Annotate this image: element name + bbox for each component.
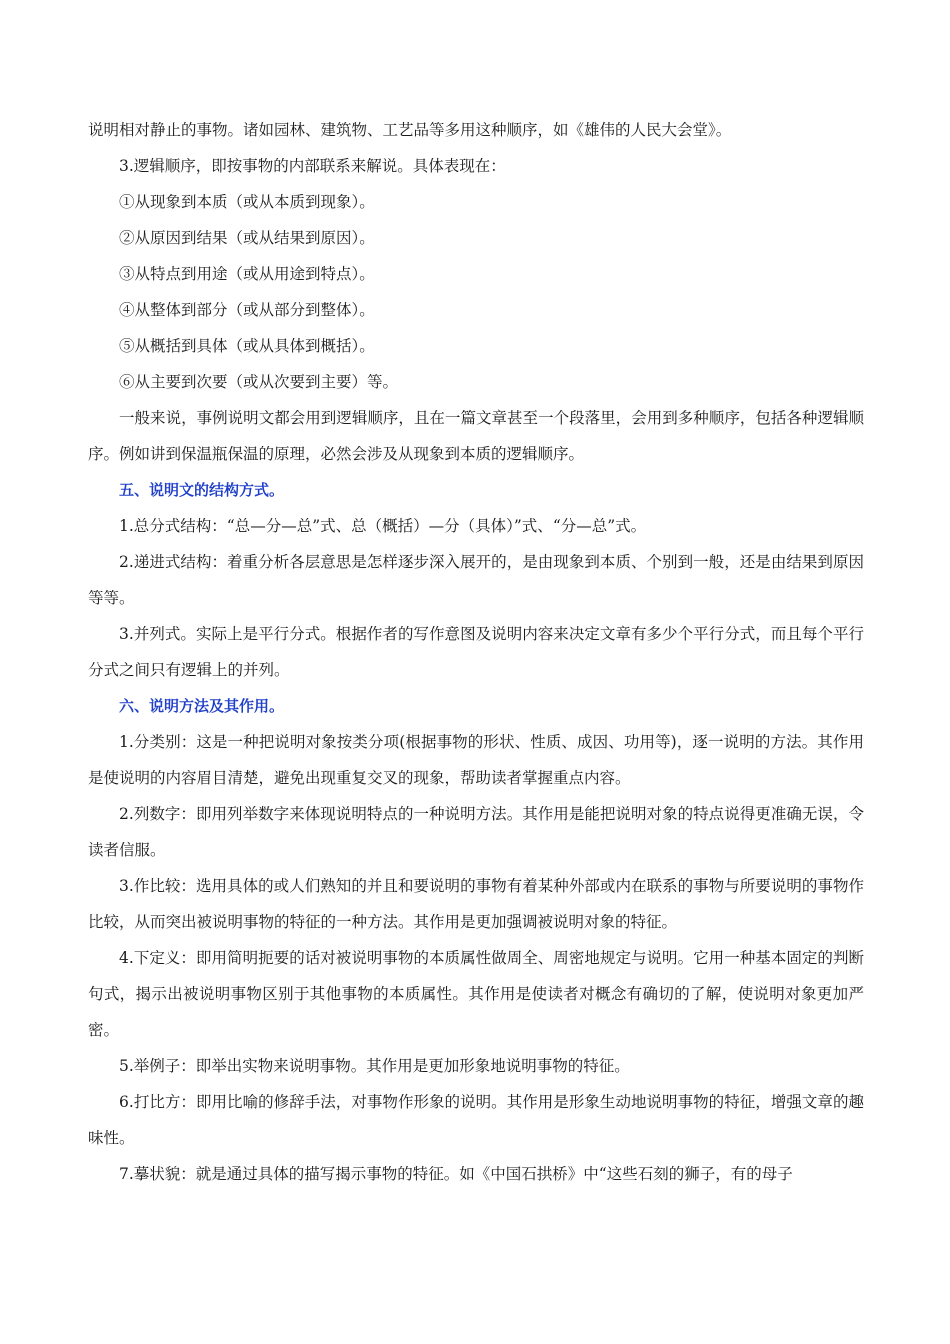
- paragraph: ④从整体到部分（或从部分到整体）。: [119, 301, 375, 319]
- document-body: [88, 112, 864, 1192]
- paragraph: 说明相对静止的事物。诸如园林、建筑物、工艺品等多用这种顺序，如《雄伟的人民大会堂》。: [88, 121, 732, 139]
- paragraph: 2.列数字：即用列举数字来体现说明特点的一种说明方法。其作用是能把说明对象的特点说得更准确无误，令读者信服。: [88, 805, 864, 859]
- paragraph: 3.逻辑顺序，即按事物的内部联系来解说。具体表现在：: [119, 157, 506, 175]
- paragraph: 6.打比方：即用比喻的修辞手法，对事物作形象的说明。其作用是形象生动地说明事物的特征，增强文章的趣味性。: [88, 1093, 864, 1147]
- paragraph: ②从原因到结果（或从结果到原因）。: [119, 229, 375, 247]
- section-heading: 六、说明方法及其作用。: [119, 697, 285, 715]
- paragraph: 一般来说，事例说明文都会用到逻辑顺序，且在一篇文章甚至一个段落里，会用到多种顺序，包括各种逻辑顺序。例如讲到保温瓶保温的原理，必然会涉及从现象到本质的逻辑顺序。: [88, 409, 864, 463]
- section-heading: 五、说明文的结构方式。: [119, 481, 285, 499]
- paragraph: 1.总分式结构：“总—分—总”式、总（概括）—分（具体）”式、“分—总”式。: [119, 517, 647, 535]
- paragraph: ⑤从概括到具体（或从具体到概括）。: [119, 337, 375, 355]
- paragraph: ③从特点到用途（或从用途到特点）。: [119, 265, 375, 283]
- paragraph: 5.举例子：即举出实物来说明事物。其作用是更加形象地说明事物的特征。: [119, 1057, 630, 1075]
- paragraph: ⑥从主要到次要（或从次要到主要）等。: [119, 373, 399, 391]
- paragraph: 3.作比较：选用具体的或人们熟知的并且和要说明的事物有着某种外部或内在联系的事物与所要说明的事物作比较，从而突出被说明事物的特征的一种方法。其作用是更加强调被说明对象的特征。: [88, 877, 864, 931]
- paragraph: 2.递进式结构：着重分析各层意思是怎样逐步深入展开的，是由现象到本质、个别到一般，还是由结果到原因等等。: [88, 553, 864, 607]
- paragraph: 4.下定义：即用简明扼要的话对被说明事物的本质属性做周全、周密地规定与说明。它用一种基本固定的判断句式，揭示出被说明事物区别于其他事物的本质属性。其作用是使读者对概念有确切的了解，使说明对象更加严密。: [88, 949, 864, 1039]
- paragraph: ①从现象到本质（或从本质到现象）。: [119, 193, 375, 211]
- paragraph: 1.分类别：这是一种把说明对象按类分项(根据事物的形状、性质、成因、功用等)，逐一说明的方法。其作用是使说明的内容眉目清楚，避免出现重复交叉的现象，帮助读者掌握重点内容。: [88, 733, 864, 787]
- paragraph: 3.并列式。实际上是平行分式。根据作者的写作意图及说明内容来决定文章有多少个平行分式，而且每个平行分式之间只有逻辑上的并列。: [88, 625, 864, 679]
- paragraph: 7.摹状貌：就是通过具体的描写揭示事物的特征。如《中国石拱桥》中“这些石刻的狮子，有的母子: [119, 1165, 793, 1183]
